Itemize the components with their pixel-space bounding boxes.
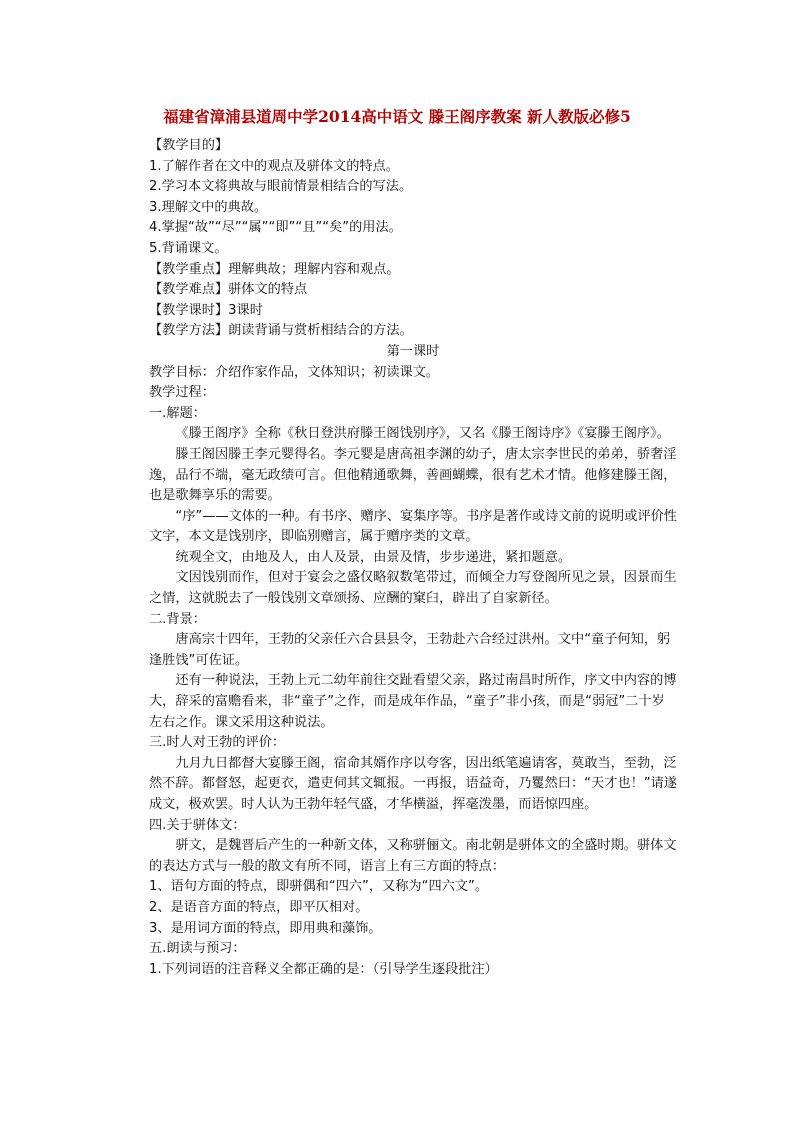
lesson-process: 教学过程： — [149, 385, 215, 401]
section-heading: 二.背景： — [149, 611, 206, 627]
difficult-points-label: 【教学难点】 — [149, 282, 229, 298]
goal-item: 4.掌握“故”“尽”“属”“即”“且”“矣”的用法。 — [149, 220, 402, 236]
document-title: 福建省漳浦县道周中学2014高中语文 滕王阁序教案 新人教版必修5 — [163, 107, 631, 126]
class-hours-text: 3课时 — [228, 302, 263, 318]
section-heading: 四.关于骈体文： — [149, 817, 246, 833]
teaching-method — [149, 321, 677, 342]
section-heading: 五.朗读与预习： — [149, 941, 246, 957]
paragraph: “序”——文体的一种。有书序、赠序、宴集序等。书序是著作或诗文前的说明或评价性文字，本文是饯别序，即临别赠言，属于赠序类的文章。 — [149, 508, 677, 545]
goal-item: 5.背诵课文。 — [149, 240, 228, 256]
goals-heading: 【教学目的】 — [149, 138, 229, 153]
goal-item: 3.理解文中的典故。 — [149, 199, 268, 215]
lesson-objective: 教学目标：介绍作家作品，文体知识；初读课文。 — [149, 364, 440, 380]
list-item: 1、语句方面的特点，即骈偶和“四六”，又称为“四六文”。 — [149, 879, 489, 895]
difficult-points-text: 骈体文的特点 — [228, 282, 308, 298]
section-heading: 三.时人对王勃的评价： — [149, 735, 286, 751]
paragraph: 九月九日都督大宴滕王阁，宿命其婿作序以夸客，因出纸笔遍请客，莫敢当，至勃，泛然不辞。都督怒，起更衣，遣吏伺其文辄报。一再报，语益奇，乃矍然曰：“天才也！”请遂成文，极欢罢。时人认为王勃年轻气盛，才华横溢，挥毫泼墨，而语惊四座。 — [149, 755, 677, 812]
goal-item: 2.学习本文将典故与眼前情景相结合的写法。 — [149, 179, 413, 195]
section-heading: 一.解题： — [149, 405, 206, 421]
lesson-heading: 第一课时 — [386, 343, 440, 359]
teaching-method-label: 【教学方法】 — [149, 323, 229, 339]
paragraph: 唐高宗十四年，王勃的父亲任六合县县令，王勃赴六合经过洪州。文中“童子何知，躬逢胜饯”可佐证。 — [149, 632, 671, 668]
class-hours — [149, 301, 677, 322]
question: 1.下列词语的注音释义全都正确的是：（引导学生逐段批注） — [149, 961, 498, 977]
teaching-method-text: 朗读背诵与赏析相结合的方法。 — [228, 323, 413, 339]
class-hours-label: 【教学课时】 — [149, 302, 229, 318]
document-body — [149, 136, 677, 980]
paragraph: 文因饯别而作，但对于宴会之盛仅略叙数笔带过，而倾全力写登阁所见之景，因景而生之情，这就脱去了一般饯别文章颂扬、应酬的窠臼，辟出了自家新径。 — [149, 570, 677, 607]
goal-item: 1.了解作者在文中的观点及骈体文的特点。 — [149, 158, 399, 174]
list-item: 3、是用词方面的特点，即用典和藻饰。 — [149, 920, 382, 936]
difficult-points — [149, 280, 677, 301]
paragraph: 《滕王阁序》全称《秋日登洪府滕王阁饯别序》，又名《滕王阁诗序》《宴滕王阁序》。 — [175, 426, 670, 442]
key-points-label: 【教学重点】 — [149, 261, 229, 277]
key-points-text: 理解典故；理解内容和观点。 — [228, 261, 400, 277]
paragraph: 滕王阁因滕王李元婴得名。李元婴是唐高祖李渊的幼子，唐太宗李世民的弟弟，骄奢淫逸，品行不端，毫无政绩可言。但他精通歌舞，善画蝴蝶，很有艺术才情。他修建滕王阁，也是歌舞享乐的需要。 — [149, 446, 677, 504]
list-item: 2、是语音方面的特点，即平仄相对。 — [149, 899, 369, 915]
paragraph: 统观全文，由地及人，由人及景，由景及情，步步递进，紧扣题意。 — [175, 549, 572, 565]
paragraph: 还有一种说法，王勃上元二幼年前往交趾看望父亲，路过南昌时所作，序文中内容的博大，辞采的富赡看来，非“童子”之作，而是成年作品，“童子”非小孩，而是“弱冠”二十岁左右之作。课文采用这种说法。 — [149, 673, 677, 730]
paragraph: 骈文，是魏晋后产生的一种新文体，又称骈俪文。南北朝是骈体文的全盛时期。骈体文的表达方式与一般的散文有所不同，语言上有三方面的特点： — [149, 838, 677, 874]
key-points — [149, 260, 677, 281]
